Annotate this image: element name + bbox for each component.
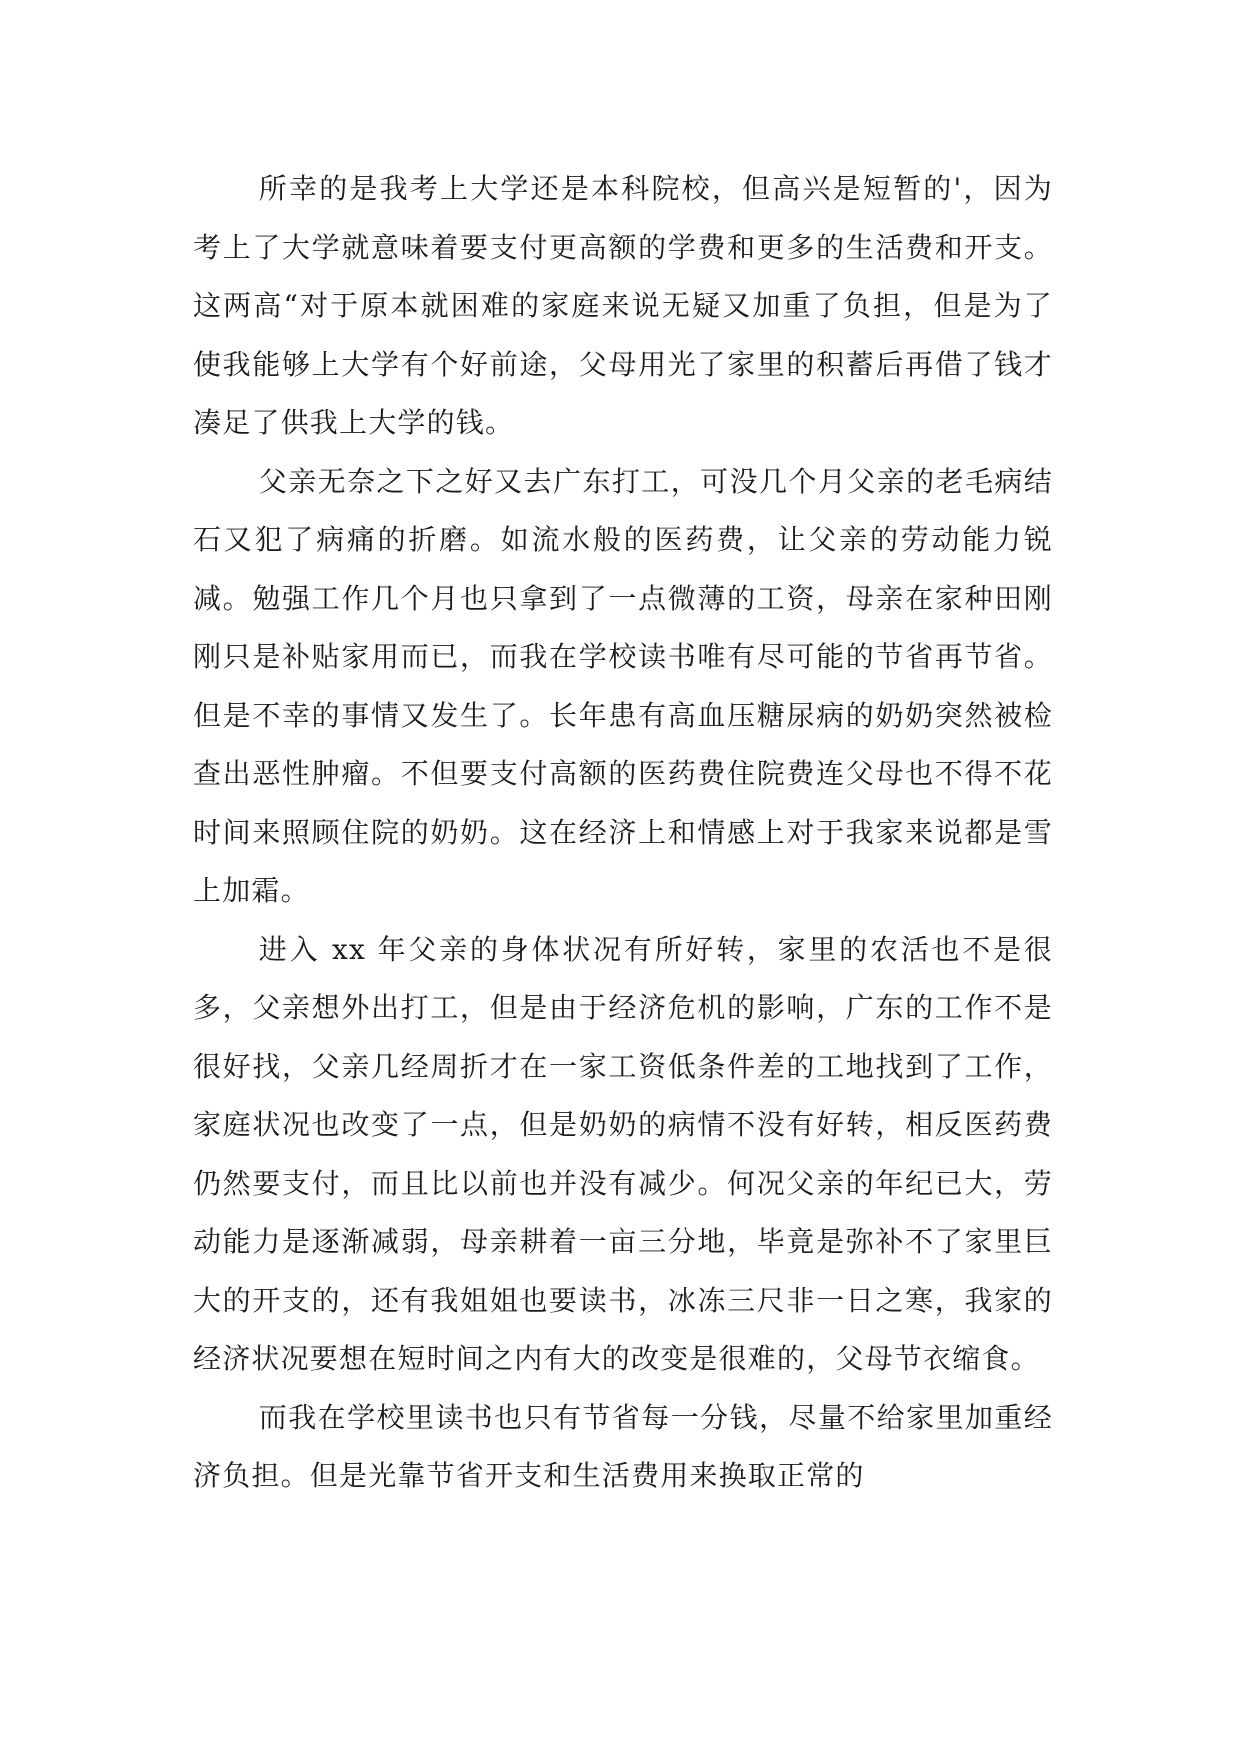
- paragraph-3: 进入 xx 年父亲的身体状况有所好转，家里的农活也不是很多，父亲想外出打工，但是由于经济危机的影响，广东的工作不是很好找，父亲几经周折才在一家工资低条件差的工地找到了工作，家庭状况也改变了一点，但是奶奶的病情不没有好转，相反医药费仍然要支付，而且比以前也并没有减少。何况父亲的年纪已大，劳动能力是逐渐减弱，母亲耕着一亩三分地，毕竟是弥补不了家里巨大的开支的，还有我姐姐也要读书，冰冻三尺非一日之寒，我家的经济状况要想在短时间之内有大的改变是很难的，父母节衣缩食。: [193, 932, 1053, 1375]
- paragraph-4: 而我在学校里读书也只有节省每一分钱，尽量不给家里加重经济负担。但是光靠节省开支和生活费用来换取正常的: [193, 1400, 1053, 1492]
- paragraph-1: 所幸的是我考上大学还是本科院校，但高兴是短暂的'，因为考上了大学就意味着要支付更高额的学费和更多的生活费和开支。这两高“对于原本就困难的家庭来说无疑又加重了负担，但是为了使我能够上大学有个好前途，父母用光了家里的积蓄后再借了钱才凑足了供我上大学的钱。: [193, 172, 1053, 439]
- paragraph-2: 父亲无奈之下之好又去广东打工，可没几个月父亲的老毛病结石又犯了病痛的折磨。如流水般的医药费，让父亲的劳动能力锐减。勉强工作几个月也只拿到了一点微薄的工资，母亲在家种田刚刚只是补贴家用而已，而我在学校读书唯有尽可能的节省再节省。但是不幸的事情又发生了。长年患有高血压糖尿病的奶奶突然被检查出恶性肿瘤。不但要支付高额的医药费住院费连父母也不得不花时间来照顾住院的奶奶。这在经济上和情感上对于我家来说都是雪上加霜。: [193, 464, 1053, 907]
- document-body: [193, 160, 1053, 1506]
